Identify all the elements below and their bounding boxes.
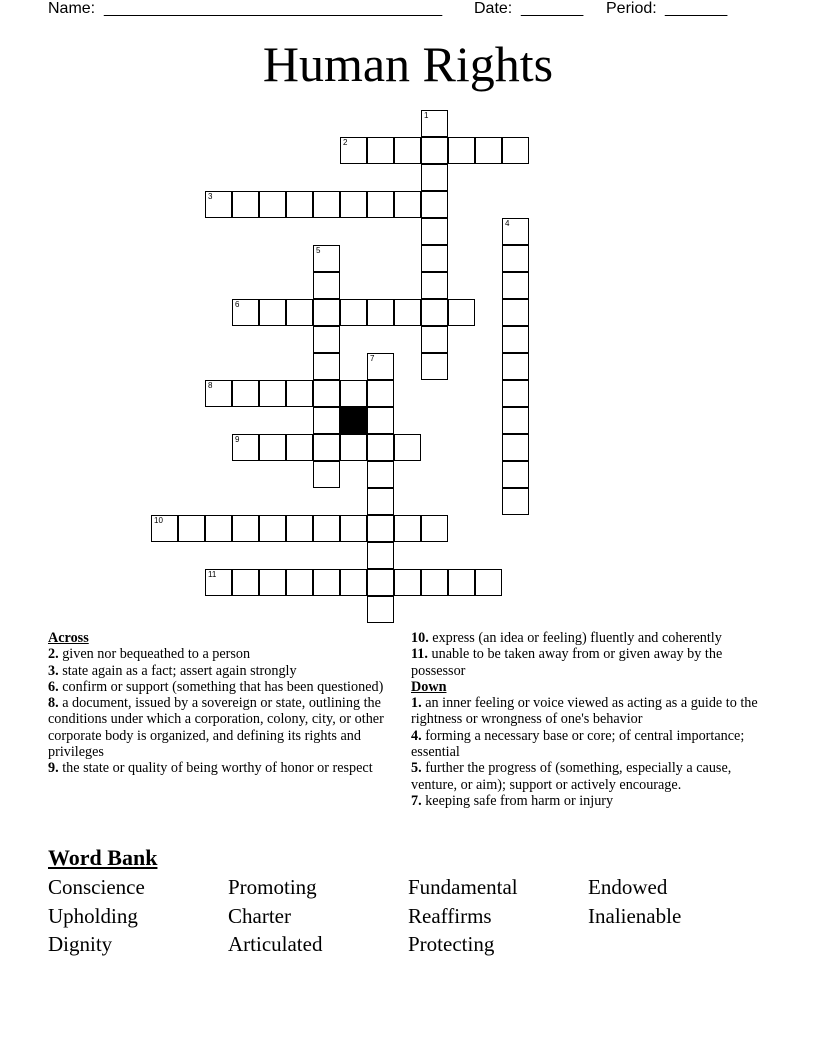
crossword-cell[interactable] — [394, 515, 421, 542]
crossword-cell[interactable] — [421, 218, 448, 245]
crossword-cell[interactable] — [286, 434, 313, 461]
clue-across-11: 11. unable to be taken away from or given away by the possessor — [411, 646, 723, 679]
word-bank-word: Conscience — [48, 875, 145, 899]
crossword-cell[interactable] — [259, 191, 286, 218]
crossword-cell[interactable] — [367, 137, 394, 164]
crossword-cell[interactable] — [394, 569, 421, 596]
crossword-cell[interactable] — [205, 515, 232, 542]
cell-number: 11 — [208, 570, 217, 579]
crossword-cell[interactable] — [394, 191, 421, 218]
cell-number: 6 — [235, 300, 240, 309]
crossword-cell[interactable] — [205, 569, 232, 596]
crossword-cell[interactable] — [367, 353, 394, 380]
crossword-cell[interactable] — [313, 272, 340, 299]
crossword-cell[interactable] — [502, 461, 529, 488]
name-line[interactable]: ______________________________________ — [104, 0, 443, 17]
crossword-cell[interactable] — [313, 569, 340, 596]
page-title: Human Rights — [262, 36, 554, 92]
crossword-cell[interactable] — [502, 326, 529, 353]
crossword-cell[interactable] — [178, 515, 205, 542]
clue-across-6: 6. confirm or support (something that has been questioned) — [48, 678, 384, 695]
crossword-cell[interactable] — [205, 380, 232, 407]
crossword-cell[interactable] — [259, 299, 286, 326]
crossword-cell[interactable] — [367, 569, 394, 596]
crossword-cell[interactable] — [367, 488, 394, 515]
crossword-cell[interactable] — [313, 434, 340, 461]
clue-down-7: 7. keeping safe from harm or injury — [411, 792, 614, 809]
across-heading: Across — [48, 630, 89, 646]
crossword-cell[interactable] — [367, 542, 394, 569]
crossword-cell[interactable] — [340, 380, 367, 407]
crossword-cell[interactable] — [448, 569, 475, 596]
crossword-cell[interactable] — [502, 218, 529, 245]
word-bank-word: Protecting — [408, 932, 495, 956]
crossword-cell[interactable] — [394, 434, 421, 461]
crossword-cell[interactable] — [421, 137, 448, 164]
crossword-cell[interactable] — [421, 245, 448, 272]
crossword-cell[interactable] — [421, 515, 448, 542]
crossword-cell[interactable] — [313, 326, 340, 353]
crossword-cell[interactable] — [340, 299, 367, 326]
crossword-cell[interactable] — [313, 353, 340, 380]
clues-right — [411, 630, 766, 809]
cell-number: 8 — [208, 381, 213, 390]
crossword-cell[interactable] — [286, 299, 313, 326]
crossword-cell[interactable] — [313, 191, 340, 218]
crossword-cell[interactable] — [502, 380, 529, 407]
clues-left — [48, 630, 398, 777]
crossword-cell[interactable] — [205, 191, 232, 218]
crossword-cell[interactable] — [367, 515, 394, 542]
crossword-cell[interactable] — [313, 245, 340, 272]
crossword-cell[interactable] — [286, 380, 313, 407]
crossword-cell[interactable] — [259, 569, 286, 596]
crossword-cell[interactable] — [502, 434, 529, 461]
black-square — [340, 407, 367, 434]
crossword-cell[interactable] — [340, 137, 367, 164]
clue-down-1: 1. an inner feeling or voice viewed as acting as a guide to the rightness or wrongness of one's behavior — [411, 695, 758, 728]
clue-across-9: 9. the state or quality of being worthy of honor or respect — [48, 760, 373, 777]
clue-across-3: 3. state again as a fact; assert again strongly — [48, 662, 297, 679]
cell-number: 4 — [505, 219, 510, 228]
word-bank-word: Charter — [228, 904, 291, 928]
crossword-cell[interactable] — [340, 191, 367, 218]
date-label: Date: — [474, 0, 513, 17]
clue-across-10: 10. express (an idea or feeling) fluently and coherently — [411, 630, 722, 646]
crossword-cell[interactable] — [421, 191, 448, 218]
crossword-cell[interactable] — [502, 245, 529, 272]
crossword-cell[interactable] — [232, 380, 259, 407]
crossword-cell[interactable] — [421, 110, 448, 137]
crossword-cell[interactable] — [259, 380, 286, 407]
word-bank-word: Reaffirms — [408, 904, 492, 928]
down-heading: Down — [411, 678, 447, 695]
clue-across-2: 2. given nor bequeathed to a person — [48, 646, 251, 663]
crossword-cell[interactable] — [502, 272, 529, 299]
crossword-cell[interactable] — [475, 137, 502, 164]
crossword-cell[interactable] — [394, 137, 421, 164]
cell-number: 1 — [424, 111, 429, 120]
cell-number: 2 — [343, 138, 348, 147]
crossword-cell[interactable] — [475, 569, 502, 596]
crossword-cell[interactable] — [421, 353, 448, 380]
crossword-cell[interactable] — [151, 515, 178, 542]
date-line[interactable]: _______ — [521, 0, 584, 17]
crossword-cell[interactable] — [421, 299, 448, 326]
crossword-cell[interactable] — [367, 407, 394, 434]
word-bank-word: Articulated — [228, 932, 323, 956]
crossword-cell[interactable] — [232, 515, 259, 542]
cell-number: 3 — [208, 192, 213, 201]
clue-across-8: 8. a document, issued by a sovereign or state, outlining the conditions under which a corporation, colony, city, or other corporate body is organized, and defining its rights and privileges — [48, 695, 384, 761]
cell-number: 9 — [235, 435, 240, 444]
clue-down-5: 5. further the progress of (something, especially a cause, venture, or aim); support or actively encourage. — [411, 760, 732, 793]
crossword-cell[interactable] — [232, 434, 259, 461]
crossword-cell[interactable] — [502, 407, 529, 434]
crossword-cell[interactable] — [502, 299, 529, 326]
crossword-cell[interactable] — [286, 569, 313, 596]
crossword-cell[interactable] — [340, 569, 367, 596]
crossword-cell[interactable] — [367, 380, 394, 407]
crossword-cell[interactable] — [421, 569, 448, 596]
crossword-cell[interactable] — [232, 569, 259, 596]
period-label: Period: — [606, 0, 657, 17]
crossword-cell[interactable] — [313, 407, 340, 434]
word-bank-word: Endowed — [588, 875, 668, 899]
crossword-cell[interactable] — [421, 272, 448, 299]
crossword-cell[interactable] — [367, 191, 394, 218]
crossword-cell[interactable] — [421, 164, 448, 191]
cell-number: 10 — [154, 516, 163, 525]
word-bank-word: Promoting — [228, 875, 317, 899]
crossword-cell[interactable] — [232, 191, 259, 218]
word-bank-title: Word Bank — [48, 845, 158, 870]
crossword-cell[interactable] — [394, 299, 421, 326]
crossword-cell[interactable] — [502, 353, 529, 380]
crossword-cell[interactable] — [313, 461, 340, 488]
crossword-cell[interactable] — [502, 137, 529, 164]
crossword-cell[interactable] — [313, 380, 340, 407]
crossword-cell[interactable] — [232, 299, 259, 326]
crossword-cell[interactable] — [259, 434, 286, 461]
cell-number: 7 — [370, 354, 375, 363]
crossword-cell[interactable] — [340, 515, 367, 542]
crossword-cell[interactable] — [502, 488, 529, 515]
crossword-cell[interactable] — [367, 434, 394, 461]
period-line[interactable]: _______ — [665, 0, 728, 17]
crossword-cell[interactable] — [259, 515, 286, 542]
crossword-cell[interactable] — [367, 596, 394, 623]
crossword-cell[interactable] — [367, 299, 394, 326]
word-bank-word: Upholding — [48, 904, 138, 928]
crossword-cell[interactable] — [367, 461, 394, 488]
crossword-cell[interactable] — [313, 299, 340, 326]
name-label: Name: — [48, 0, 96, 17]
clue-down-4: 4. forming a necessary base or core; of central importance; essential — [411, 727, 745, 761]
crossword-cell[interactable] — [448, 299, 475, 326]
crossword-cell[interactable] — [421, 326, 448, 353]
cell-number: 5 — [316, 246, 321, 255]
crossword-cell[interactable] — [448, 137, 475, 164]
word-bank-word: Fundamental — [408, 875, 518, 899]
crossword-cell[interactable] — [286, 515, 313, 542]
word-bank-word: Inalienable — [588, 904, 682, 928]
crossword-cell[interactable] — [313, 515, 340, 542]
word-bank-word: Dignity — [48, 932, 113, 956]
crossword-cell[interactable] — [340, 434, 367, 461]
crossword-cell[interactable] — [286, 191, 313, 218]
